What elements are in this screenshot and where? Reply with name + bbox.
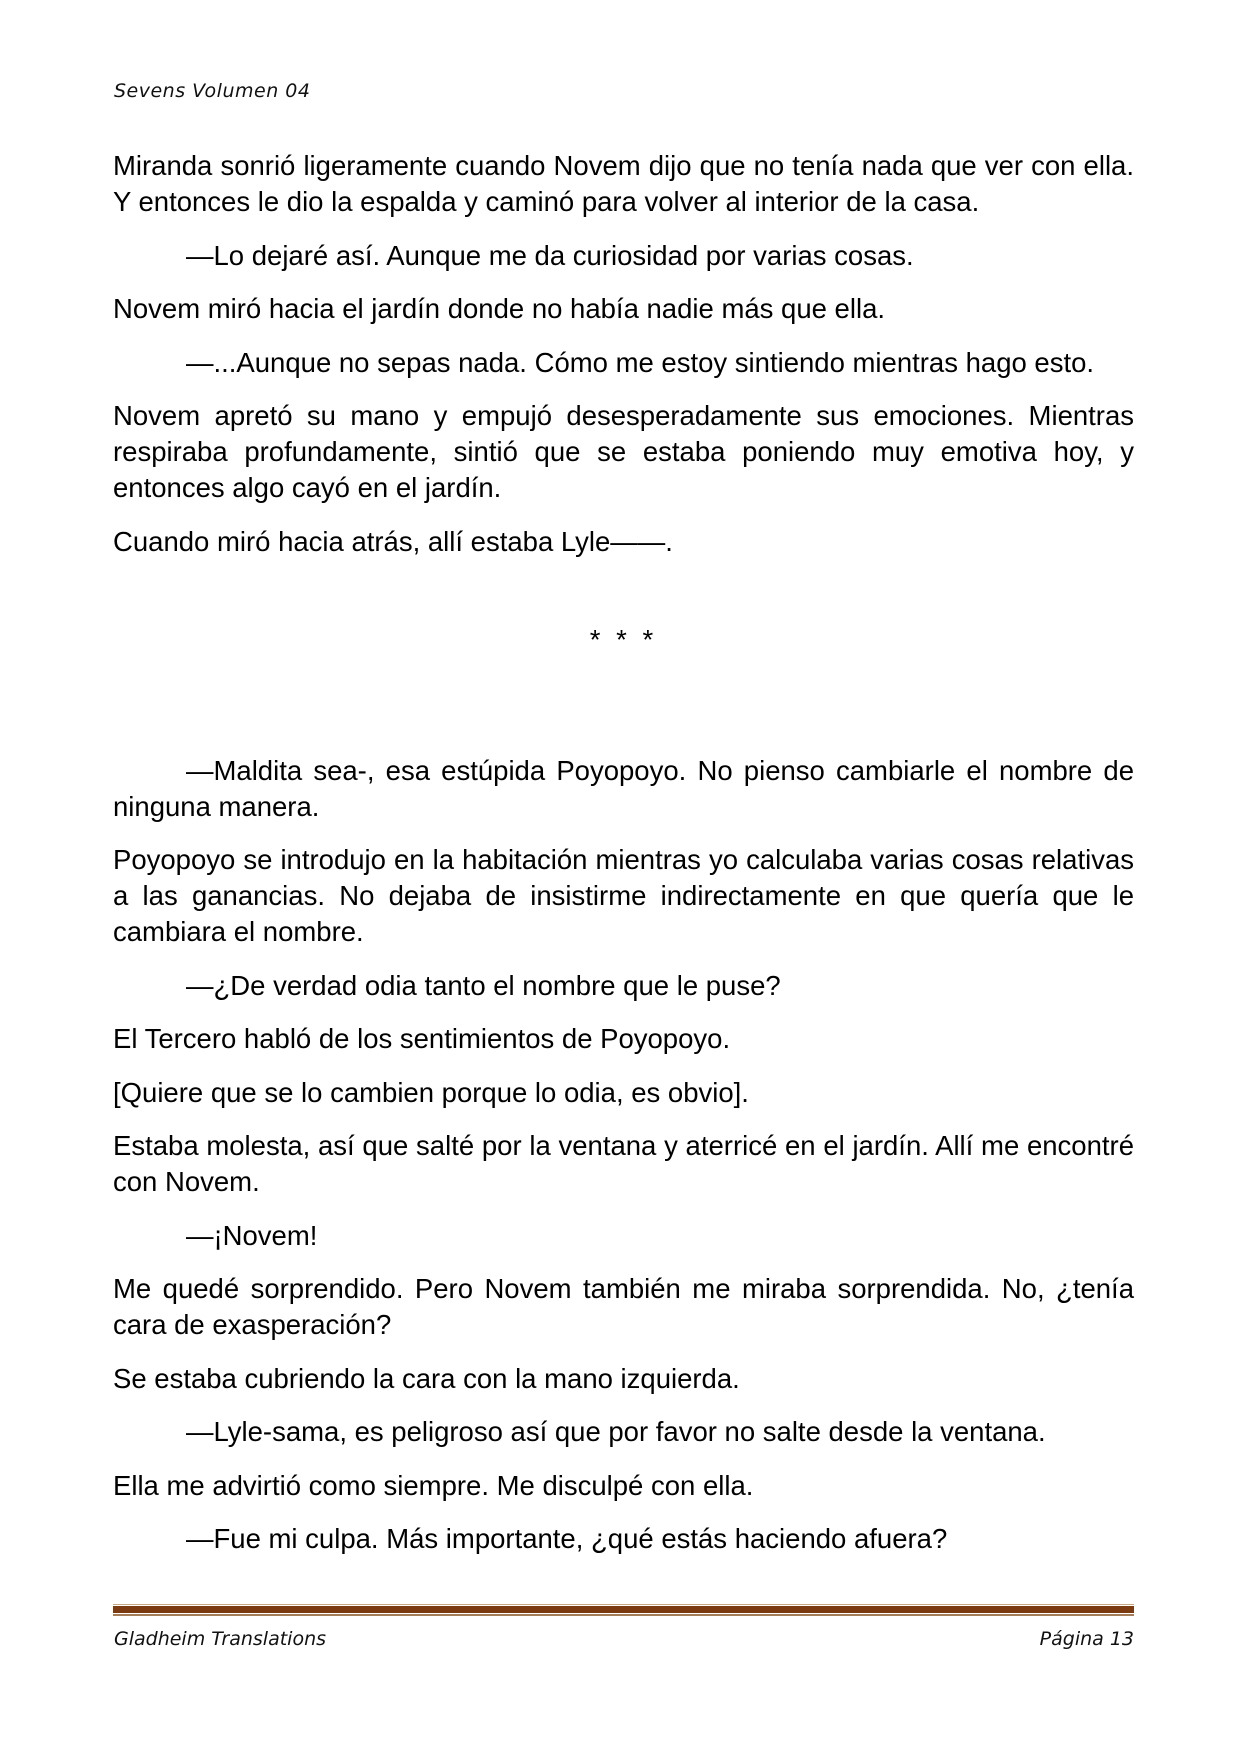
paragraph: Poyopoyo se introdujo en la habitación mientras yo calculaba varias cosas relativas a las ganancias. No dejaba de insistirme indirectamente en que quería que le cambiara el nombre. [113, 844, 1134, 947]
dialogue-line: —...Aunque no sepas nada. Cómo me estoy sintiendo mientras hago esto. [186, 346, 1095, 378]
paragraph: Novem apretó su mano y empujó desesperadamente sus emociones. Mientras respiraba profundamente, sintió que se estaba poniendo muy emotiva hoy, y entonces algo cayó en el jardín. [113, 400, 1134, 503]
dialogue-line: —Lyle-sama, es peligroso así que por favor no salte desde la ventana. [186, 1416, 1046, 1447]
page-number: Página 13 [1039, 1628, 1134, 1650]
footer-publisher: Gladheim Translations [114, 1628, 327, 1650]
paragraph: El Tercero habló de los sentimientos de Poyopoyo. [113, 1023, 731, 1054]
paragraph: Miranda sonrió ligeramente cuando Novem dijo que no tenía nada que ver con ella. Y entonces le dio la espalda y caminó para volver al interior de la casa. [113, 150, 1134, 217]
dialogue-line: —Fue mi culpa. Más importante, ¿qué estás haciendo afuera? [186, 1523, 948, 1554]
running-header: Sevens Volumen 04 [114, 80, 311, 102]
page-body [113, 148, 1134, 1575]
paragraph: Estaba molesta, así que salté por la ventana y aterricé en el jardín. Allí me encontré con Novem. [113, 1130, 1134, 1197]
dialogue-line: —¡Novem! [186, 1219, 318, 1251]
dialogue-line: —Maldita sea-, esa estúpida Poyopoyo. No pienso cambiarle el nombre de ninguna manera. [113, 754, 1134, 822]
paragraph: Ella me advirtió como siempre. Me disculpé con ella. [113, 1469, 754, 1501]
scene-separator: * * * [589, 623, 658, 655]
paragraph: Cuando miró hacia atrás, allí estaba Lyle——. [113, 525, 673, 557]
paragraph: [Quiere que se lo cambien porque lo odia, es obvio]. [113, 1076, 749, 1108]
paragraph: Novem miró hacia el jardín donde no había nadie más que ella. [113, 293, 886, 324]
footer-rule-bottom [113, 1614, 1134, 1616]
paragraph: Se estaba cubriendo la cara con la mano izquierda. [113, 1362, 740, 1394]
dialogue-line: —Lo dejaré así. Aunque me da curiosidad por varias cosas. [186, 239, 914, 271]
dialogue-line: —¿De verdad odia tanto el nombre que le puse? [186, 969, 781, 1001]
footer-rule-top [113, 1604, 1134, 1605]
footer-rule-main [113, 1606, 1134, 1613]
paragraph: Me quedé sorprendido. Pero Novem también me miraba sorprendida. No, ¿tenía cara de exasperación? [113, 1273, 1134, 1340]
